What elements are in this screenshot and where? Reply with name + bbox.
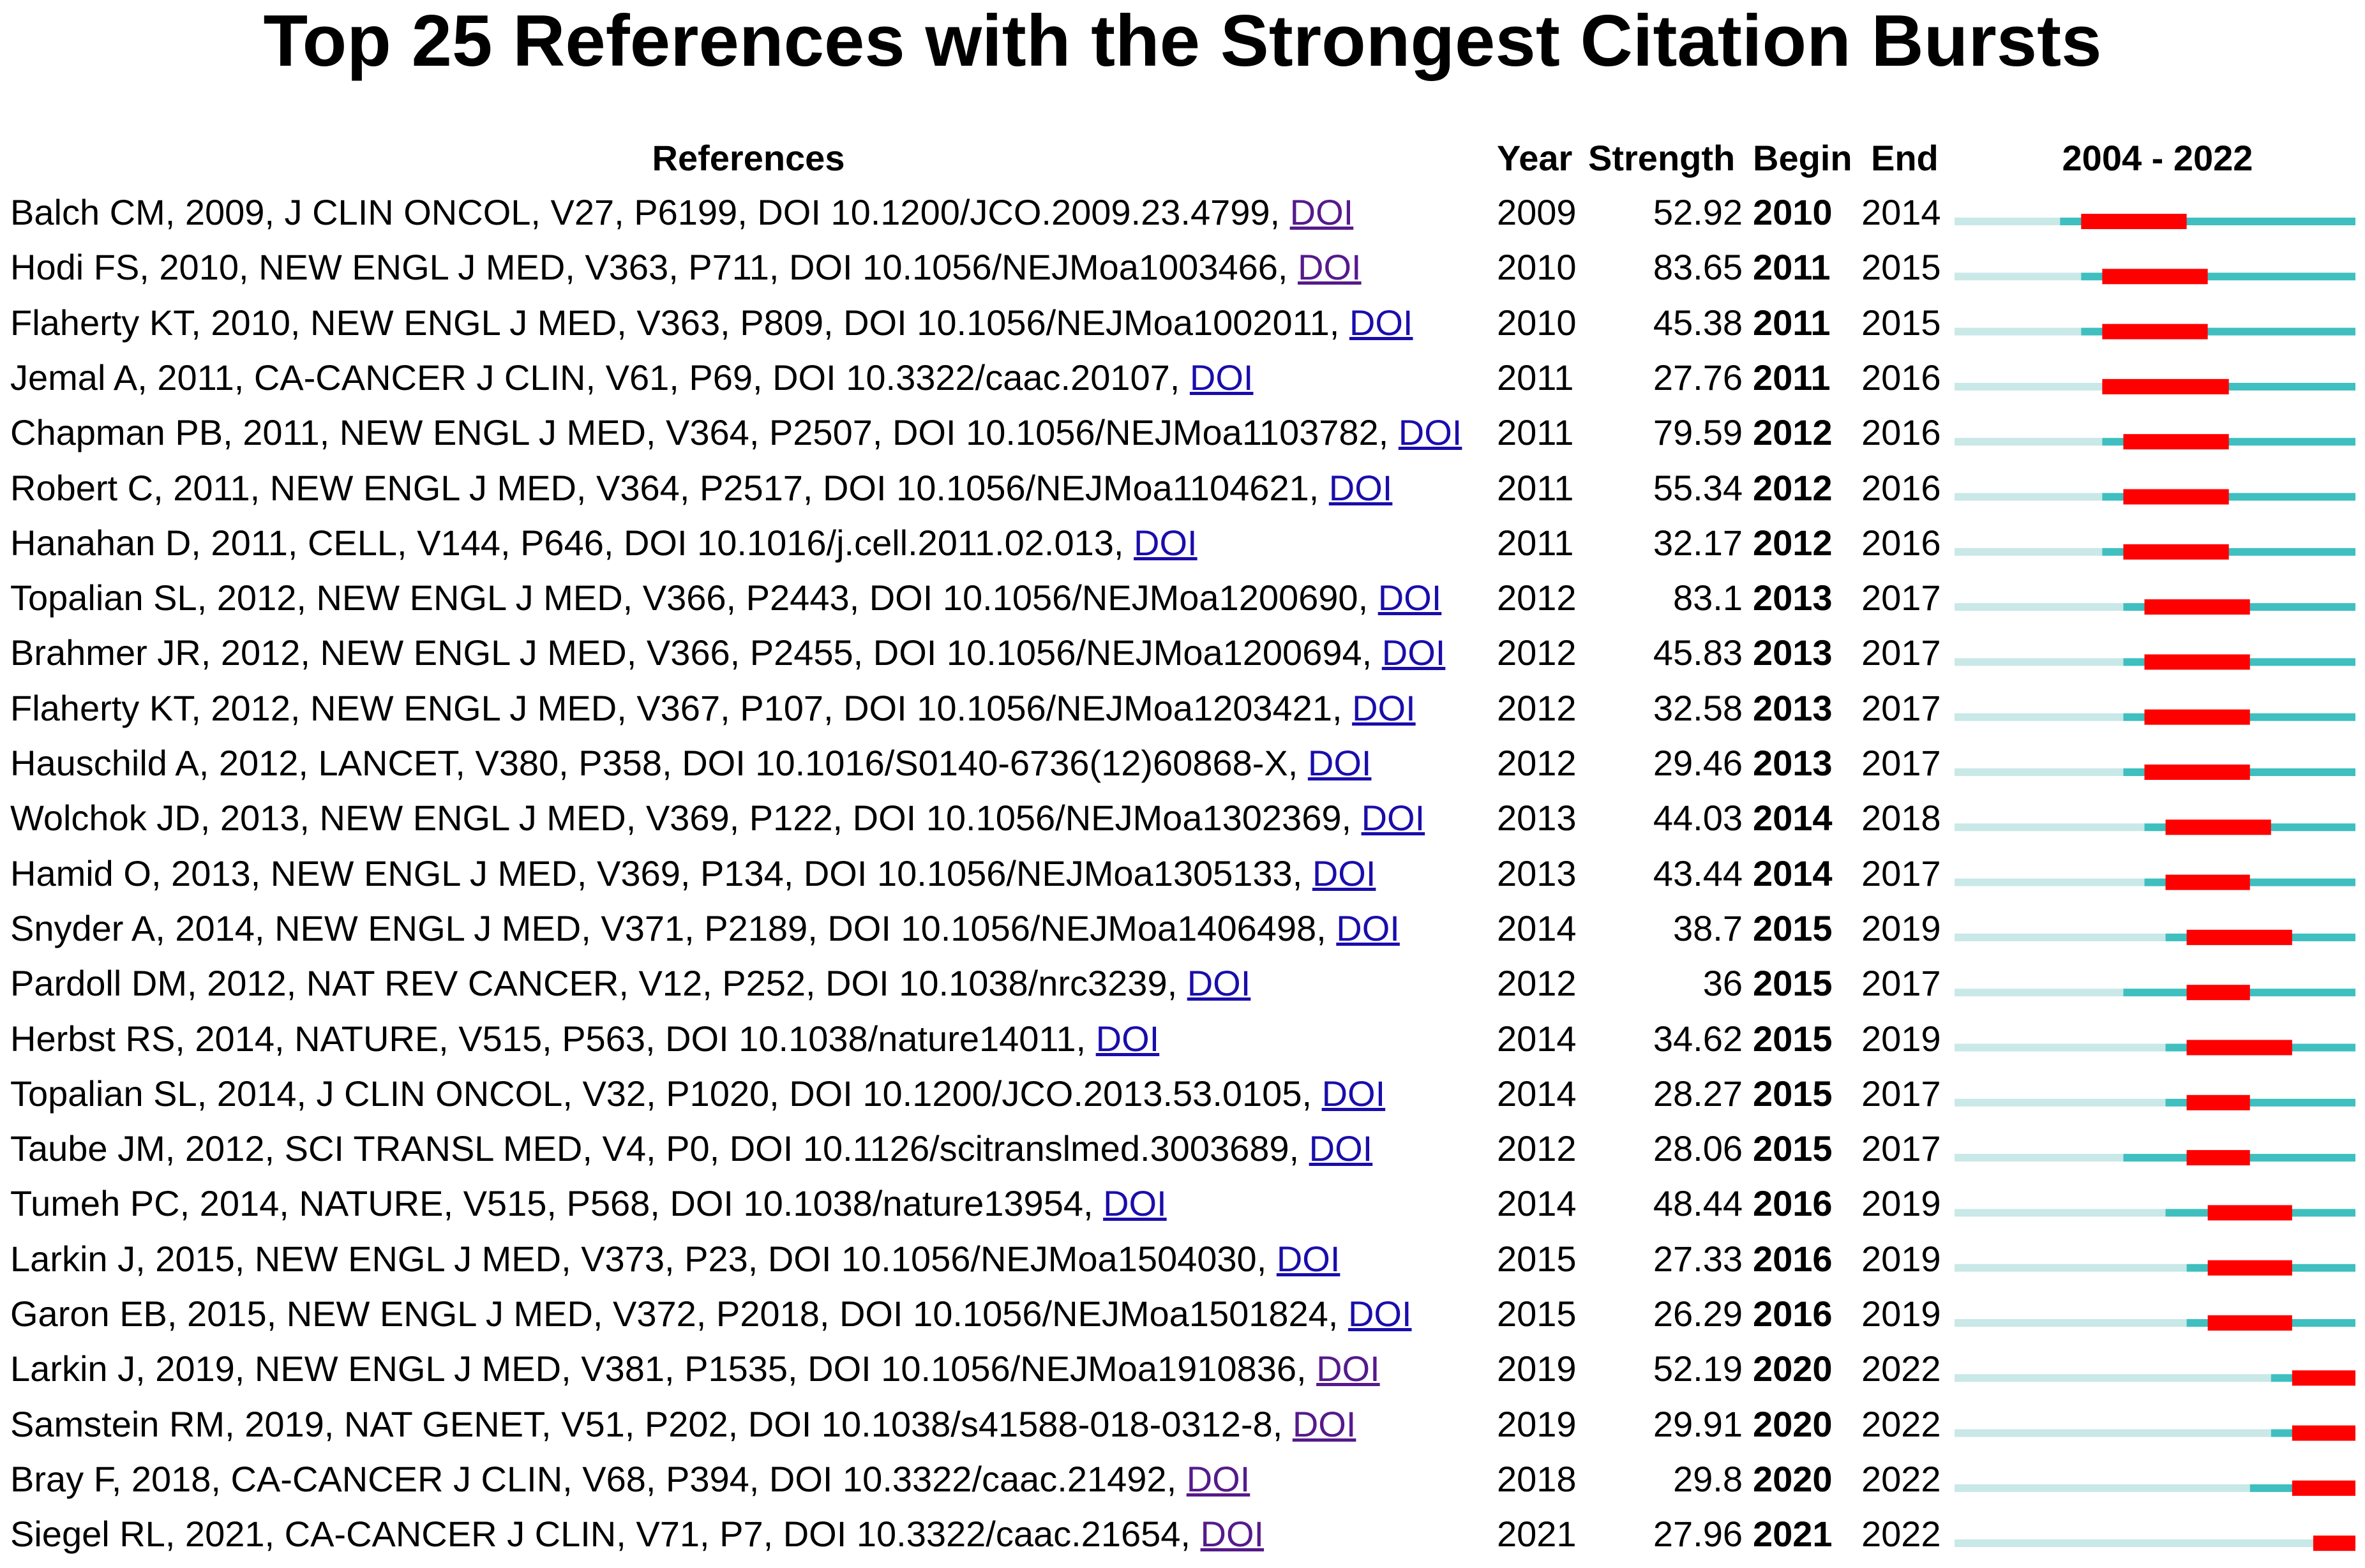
year-cell: 2014 bbox=[1497, 1183, 1577, 1224]
year-cell: 2013 bbox=[1497, 798, 1577, 839]
reference-cell bbox=[10, 516, 1198, 571]
table-row bbox=[0, 461, 2365, 516]
strength-cell: 32.58 bbox=[1653, 687, 1743, 728]
table-row bbox=[0, 185, 2365, 240]
table-row bbox=[0, 295, 2365, 350]
reference-cell bbox=[10, 791, 1425, 846]
end-cell: 2019 bbox=[1861, 1183, 1941, 1224]
begin-cell: 2016 bbox=[1753, 1294, 1833, 1334]
reference-cell bbox=[10, 1176, 1167, 1231]
table-row bbox=[0, 1232, 2365, 1287]
year-cell: 2010 bbox=[1497, 302, 1577, 343]
end-cell: 2017 bbox=[1861, 963, 1941, 1004]
reference-text: Larkin J, 2015, NEW ENGL J MED, V373, P23, DOI 10.1056/NEJMoa1504030, bbox=[10, 1238, 1277, 1279]
begin-cell: 2015 bbox=[1753, 907, 1833, 948]
end-cell: 2016 bbox=[1861, 412, 1941, 453]
doi-link[interactable]: DOI bbox=[1312, 853, 1376, 893]
reference-text: Pardoll DM, 2012, NAT REV CANCER, V12, P252, DOI 10.1038/nrc3239, bbox=[10, 963, 1187, 1004]
doi-link[interactable]: DOI bbox=[1095, 1018, 1160, 1059]
reference-cell bbox=[10, 625, 1445, 680]
reference-text: Hodi FS, 2010, NEW ENGL J MED, V363, P711, DOI 10.1056/NEJMoa1003466, bbox=[10, 247, 1298, 288]
end-cell: 2017 bbox=[1861, 632, 1941, 673]
begin-cell: 2015 bbox=[1753, 1018, 1833, 1059]
table-row bbox=[0, 625, 2365, 680]
begin-cell: 2013 bbox=[1753, 632, 1833, 673]
table-row bbox=[0, 1507, 2365, 1562]
reference-text: Brahmer JR, 2012, NEW ENGL J MED, V366, P2455, DOI 10.1056/NEJMoa1200694, bbox=[10, 632, 1382, 673]
end-cell: 2022 bbox=[1861, 1514, 1941, 1555]
end-cell: 2015 bbox=[1861, 247, 1941, 288]
end-cell: 2019 bbox=[1861, 1018, 1941, 1059]
strength-cell: 79.59 bbox=[1653, 412, 1743, 453]
strength-cell: 27.33 bbox=[1653, 1238, 1743, 1279]
reference-text: Flaherty KT, 2010, NEW ENGL J MED, V363, P809, DOI 10.1056/NEJMoa1002011, bbox=[10, 302, 1349, 343]
reference-text: Snyder A, 2014, NEW ENGL J MED, V371, P2189, DOI 10.1056/NEJMoa1406498, bbox=[10, 907, 1337, 948]
timeline-header: 2004 - 2022 bbox=[2062, 138, 2253, 178]
begin-cell: 2010 bbox=[1753, 192, 1833, 232]
table-row bbox=[0, 901, 2365, 956]
year-cell: 2012 bbox=[1497, 632, 1577, 673]
strength-cell: 83.65 bbox=[1653, 247, 1743, 288]
end-cell: 2014 bbox=[1861, 192, 1941, 232]
table-row bbox=[0, 350, 2365, 405]
reference-cell bbox=[10, 1452, 1250, 1507]
reference-cell bbox=[10, 846, 1376, 901]
begin-cell: 2020 bbox=[1753, 1458, 1833, 1499]
end-cell: 2016 bbox=[1861, 467, 1941, 508]
year-cell: 2014 bbox=[1497, 907, 1577, 948]
strength-cell: 36 bbox=[1702, 963, 1743, 1004]
reference-text: Garon EB, 2015, NEW ENGL J MED, V372, P2018, DOI 10.1056/NEJMoa1501824, bbox=[10, 1294, 1348, 1334]
end-header: End bbox=[1871, 138, 1939, 178]
year-cell: 2015 bbox=[1497, 1238, 1577, 1279]
doi-link[interactable]: DOI bbox=[1336, 907, 1400, 948]
strength-cell: 28.06 bbox=[1653, 1128, 1743, 1169]
begin-cell: 2011 bbox=[1753, 357, 1831, 398]
reference-text: Wolchok JD, 2013, NEW ENGL J MED, V369, P122, DOI 10.1056/NEJMoa1302369, bbox=[10, 798, 1362, 839]
reference-cell bbox=[10, 1232, 1340, 1287]
references-header: References bbox=[652, 138, 845, 178]
reference-cell bbox=[10, 295, 1413, 350]
end-cell: 2017 bbox=[1861, 1128, 1941, 1169]
doi-link[interactable]: DOI bbox=[1298, 247, 1362, 288]
table-row bbox=[0, 516, 2365, 571]
table-row bbox=[0, 405, 2365, 460]
table-row bbox=[0, 956, 2365, 1011]
doi-link[interactable]: DOI bbox=[1349, 302, 1413, 343]
begin-cell: 2014 bbox=[1753, 798, 1833, 839]
end-cell: 2019 bbox=[1861, 1294, 1941, 1334]
reference-cell bbox=[10, 681, 1416, 736]
end-cell: 2022 bbox=[1861, 1403, 1941, 1444]
reference-cell bbox=[10, 185, 1353, 240]
chart-title: Top 25 References with the Strongest Citation Bursts bbox=[263, 1, 2102, 82]
year-cell: 2011 bbox=[1497, 357, 1574, 398]
doi-link[interactable]: DOI bbox=[1189, 357, 1254, 398]
table-row bbox=[0, 1341, 2365, 1396]
end-cell: 2016 bbox=[1861, 357, 1941, 398]
end-cell: 2022 bbox=[1861, 1458, 1941, 1499]
reference-text: Taube JM, 2012, SCI TRANSL MED, V4, P0, DOI 10.1126/scitranslmed.3003689, bbox=[10, 1128, 1309, 1169]
doi-link[interactable]: DOI bbox=[1134, 522, 1198, 563]
reference-text: Bray F, 2018, CA-CANCER J CLIN, V68, P394, DOI 10.3322/caac.21492, bbox=[10, 1458, 1187, 1499]
strength-cell: 27.96 bbox=[1653, 1514, 1743, 1555]
begin-cell: 2012 bbox=[1753, 467, 1833, 508]
reference-text: Chapman PB, 2011, NEW ENGL J MED, V364, P2507, DOI 10.1056/NEJMoa1103782, bbox=[10, 412, 1399, 453]
reference-text: Herbst RS, 2014, NATURE, V515, P563, DOI 10.1038/nature14011, bbox=[10, 1018, 1096, 1059]
table-row bbox=[0, 1066, 2365, 1121]
reference-cell bbox=[10, 240, 1362, 295]
year-cell: 2018 bbox=[1497, 1458, 1577, 1499]
year-cell: 2012 bbox=[1497, 1128, 1577, 1169]
begin-cell: 2011 bbox=[1753, 247, 1831, 288]
year-cell: 2012 bbox=[1497, 743, 1577, 783]
begin-cell: 2020 bbox=[1753, 1403, 1833, 1444]
reference-text: Larkin J, 2019, NEW ENGL J MED, V381, P1535, DOI 10.1056/NEJMoa1910836, bbox=[10, 1348, 1317, 1389]
end-cell: 2017 bbox=[1861, 853, 1941, 893]
reference-text: Flaherty KT, 2012, NEW ENGL J MED, V367, P107, DOI 10.1056/NEJMoa1203421, bbox=[10, 687, 1353, 728]
doi-link[interactable]: DOI bbox=[1316, 1348, 1380, 1389]
table-row bbox=[0, 571, 2365, 625]
reference-cell bbox=[10, 350, 1253, 405]
year-cell: 2021 bbox=[1497, 1514, 1577, 1555]
year-cell: 2012 bbox=[1497, 578, 1577, 618]
end-cell: 2022 bbox=[1861, 1348, 1941, 1389]
begin-cell: 2013 bbox=[1753, 743, 1833, 783]
end-cell: 2017 bbox=[1861, 687, 1941, 728]
strength-cell: 29.8 bbox=[1673, 1458, 1743, 1499]
reference-text: Hauschild A, 2012, LANCET, V380, P358, DOI 10.1016/S0140-6736(12)60868-X, bbox=[10, 743, 1308, 783]
strength-cell: 52.19 bbox=[1653, 1348, 1743, 1389]
year-cell: 2011 bbox=[1497, 412, 1574, 453]
end-cell: 2017 bbox=[1861, 578, 1941, 618]
reference-text: Samstein RM, 2019, NAT GENET, V51, P202, DOI 10.1038/s41588-018-0312-8, bbox=[10, 1403, 1293, 1444]
reference-cell bbox=[10, 1287, 1412, 1341]
reference-text: Jemal A, 2011, CA-CANCER J CLIN, V61, P69, DOI 10.3322/caac.20107, bbox=[10, 357, 1190, 398]
year-cell: 2011 bbox=[1497, 522, 1574, 563]
reference-text: Hamid O, 2013, NEW ENGL J MED, V369, P134, DOI 10.1056/NEJMoa1305133, bbox=[10, 853, 1312, 893]
doi-link[interactable]: DOI bbox=[1321, 1073, 1386, 1114]
strength-cell: 34.62 bbox=[1653, 1018, 1743, 1059]
year-cell: 2009 bbox=[1497, 192, 1577, 232]
strength-header: Strength bbox=[1588, 138, 1736, 178]
reference-text: Topalian SL, 2012, NEW ENGL J MED, V366, P2443, DOI 10.1056/NEJMoa1200690, bbox=[10, 578, 1378, 618]
reference-cell bbox=[10, 1507, 1264, 1562]
reference-cell bbox=[10, 1121, 1372, 1176]
reference-cell bbox=[10, 405, 1462, 460]
begin-cell: 2020 bbox=[1753, 1348, 1833, 1389]
strength-cell: 45.83 bbox=[1653, 632, 1743, 673]
end-cell: 2019 bbox=[1861, 1238, 1941, 1279]
doi-link[interactable]: DOI bbox=[1200, 1514, 1265, 1555]
year-header: Year bbox=[1497, 138, 1573, 178]
doi-link[interactable]: DOI bbox=[1186, 1458, 1250, 1499]
strength-cell: 26.29 bbox=[1653, 1294, 1743, 1334]
end-cell: 2015 bbox=[1861, 302, 1941, 343]
table-row bbox=[0, 240, 2365, 295]
reference-cell bbox=[10, 571, 1441, 625]
doi-link[interactable]: DOI bbox=[1103, 1183, 1167, 1224]
reference-cell bbox=[10, 1397, 1356, 1452]
end-cell: 2019 bbox=[1861, 907, 1941, 948]
reference-cell bbox=[10, 1341, 1380, 1396]
year-cell: 2013 bbox=[1497, 853, 1577, 893]
strength-cell: 55.34 bbox=[1653, 467, 1743, 508]
table-row bbox=[0, 681, 2365, 736]
doi-link[interactable]: DOI bbox=[1378, 578, 1442, 618]
strength-cell: 44.03 bbox=[1653, 798, 1743, 839]
doi-link[interactable]: DOI bbox=[1348, 1294, 1412, 1334]
strength-cell: 45.38 bbox=[1653, 302, 1743, 343]
begin-cell: 2015 bbox=[1753, 963, 1833, 1004]
year-cell: 2019 bbox=[1497, 1403, 1577, 1444]
begin-cell: 2012 bbox=[1753, 412, 1833, 453]
year-cell: 2010 bbox=[1497, 247, 1577, 288]
begin-cell: 2014 bbox=[1753, 853, 1833, 893]
reference-text: Topalian SL, 2014, J CLIN ONCOL, V32, P1020, DOI 10.1200/JCO.2013.53.0105, bbox=[10, 1073, 1322, 1114]
table-row bbox=[0, 1012, 2365, 1066]
doi-link[interactable]: DOI bbox=[1352, 687, 1416, 728]
strength-cell: 29.91 bbox=[1653, 1403, 1743, 1444]
year-cell: 2011 bbox=[1497, 467, 1574, 508]
strength-cell: 38.7 bbox=[1673, 907, 1743, 948]
table-row bbox=[0, 1287, 2365, 1341]
reference-cell bbox=[10, 736, 1371, 791]
strength-cell: 48.44 bbox=[1653, 1183, 1743, 1224]
begin-cell: 2013 bbox=[1753, 687, 1833, 728]
year-cell: 2019 bbox=[1497, 1348, 1577, 1389]
strength-cell: 43.44 bbox=[1653, 853, 1743, 893]
strength-cell: 32.17 bbox=[1653, 522, 1743, 563]
end-cell: 2018 bbox=[1861, 798, 1941, 839]
reference-text: Hanahan D, 2011, CELL, V144, P646, DOI 10.1016/j.cell.2011.02.013, bbox=[10, 522, 1134, 563]
begin-cell: 2016 bbox=[1753, 1238, 1833, 1279]
doi-link[interactable]: DOI bbox=[1398, 412, 1462, 453]
year-cell: 2012 bbox=[1497, 687, 1577, 728]
table-row bbox=[0, 736, 2365, 791]
year-cell: 2014 bbox=[1497, 1073, 1577, 1114]
doi-link[interactable]: DOI bbox=[1289, 192, 1354, 232]
reference-cell bbox=[10, 956, 1250, 1011]
end-cell: 2017 bbox=[1861, 743, 1941, 783]
end-cell: 2017 bbox=[1861, 1073, 1941, 1114]
table-row bbox=[0, 791, 2365, 846]
doi-link[interactable]: DOI bbox=[1276, 1238, 1340, 1279]
begin-cell: 2011 bbox=[1753, 302, 1831, 343]
reference-cell bbox=[10, 1012, 1159, 1066]
begin-cell: 2015 bbox=[1753, 1128, 1833, 1169]
strength-cell: 52.92 bbox=[1653, 192, 1743, 232]
doi-link[interactable]: DOI bbox=[1328, 467, 1393, 508]
reference-cell bbox=[10, 1066, 1385, 1121]
doi-link[interactable]: DOI bbox=[1307, 743, 1372, 783]
strength-cell: 27.76 bbox=[1653, 357, 1743, 398]
begin-cell: 2016 bbox=[1753, 1183, 1833, 1224]
year-cell: 2015 bbox=[1497, 1294, 1577, 1334]
table-row bbox=[0, 846, 2365, 901]
reference-text: Siegel RL, 2021, CA-CANCER J CLIN, V71, P7, DOI 10.3322/caac.21654, bbox=[10, 1514, 1201, 1555]
begin-cell: 2021 bbox=[1753, 1514, 1833, 1555]
reference-cell bbox=[10, 901, 1400, 956]
reference-cell bbox=[10, 461, 1392, 516]
reference-text: Robert C, 2011, NEW ENGL J MED, V364, P2517, DOI 10.1056/NEJMoa1104621, bbox=[10, 467, 1329, 508]
year-cell: 2012 bbox=[1497, 963, 1577, 1004]
strength-cell: 28.27 bbox=[1653, 1073, 1743, 1114]
begin-cell: 2012 bbox=[1753, 522, 1833, 563]
doi-link[interactable]: DOI bbox=[1292, 1403, 1356, 1444]
year-cell: 2014 bbox=[1497, 1018, 1577, 1059]
doi-link[interactable]: DOI bbox=[1309, 1128, 1373, 1169]
table-row bbox=[0, 1452, 2365, 1507]
table-row bbox=[0, 1121, 2365, 1176]
begin-cell: 2013 bbox=[1753, 578, 1833, 618]
begin-cell: 2015 bbox=[1753, 1073, 1833, 1114]
end-cell: 2016 bbox=[1861, 522, 1941, 563]
reference-text: Balch CM, 2009, J CLIN ONCOL, V27, P6199, DOI 10.1200/JCO.2009.23.4799, bbox=[10, 192, 1290, 232]
strength-cell: 29.46 bbox=[1653, 743, 1743, 783]
table-row bbox=[0, 1397, 2365, 1452]
strength-cell: 83.1 bbox=[1673, 578, 1743, 618]
reference-text: Tumeh PC, 2014, NATURE, V515, P568, DOI 10.1038/nature13954, bbox=[10, 1183, 1104, 1224]
doi-link[interactable]: DOI bbox=[1381, 632, 1446, 673]
table-row bbox=[0, 1176, 2365, 1231]
doi-link[interactable]: DOI bbox=[1187, 963, 1251, 1004]
begin-header: Begin bbox=[1753, 138, 1852, 178]
doi-link[interactable]: DOI bbox=[1361, 798, 1425, 839]
